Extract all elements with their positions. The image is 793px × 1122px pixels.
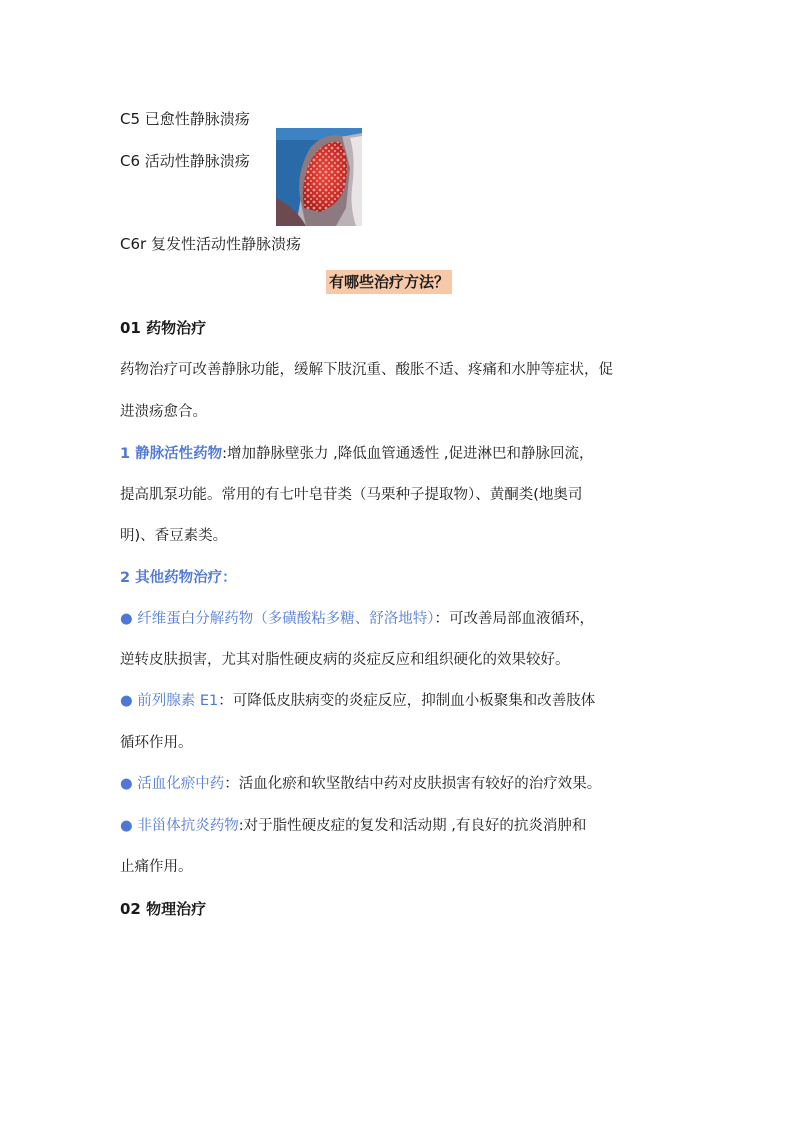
bullet-pge1-line-2: 循环作用。 — [120, 735, 193, 751]
bullet-tcm-label: ● 活血化瘀中药 — [120, 776, 225, 792]
intro-line-1: 药物治疗可改善静脉功能，缓解下肢沉重、酸胀不适、疼痛和水肿等症状，促 — [120, 362, 613, 378]
class-c6: C6 活动性静脉溃疡 — [120, 152, 250, 170]
ulcer-photo — [276, 128, 362, 226]
bullet-fibrinolytic-line-2: 逆转皮肤损害，尤其对脂性硬皮病的炎症反应和组织硬化的效果较好。 — [120, 652, 570, 668]
class-c5: C5 已愈性静脉溃疡 — [120, 110, 250, 128]
bullet-nsaid-line-2: 止痛作用。 — [120, 859, 193, 875]
section-title-wrap — [326, 271, 452, 292]
bullet-nsaid-text-1: :对于脂性硬皮症的复发和活动期 ,有良好的抗炎消肿和 — [238, 818, 587, 834]
bullet-fibrinolytic-label: ● 纤维蛋白分解药物（多磺酸粘多糖、舒洛地特） — [120, 611, 435, 627]
bullet-tcm-text-1: ：活血化瘀和软坚散结中药对皮肤损害有较好的治疗效果。 — [224, 776, 602, 792]
bullet-pge1-text-1: ：可降低皮肤病变的炎症反应，抑制血小板聚集和改善肢体 — [218, 693, 596, 709]
section-title: 有哪些治疗方法？ — [326, 270, 452, 294]
bullet-fibrinolytic-line-1 — [120, 607, 594, 628]
venoactive-line-2: 提高肌泵功能。常用的有七叶皂苷类（马栗种子提取物）、黄酮类(地奥司 — [120, 487, 583, 503]
venoactive-text-1: :增加静脉壁张力 ,降低血管通透性 ,促进淋巴和静脉回流， — [222, 446, 594, 462]
intro-line-2: 进溃疡愈合。 — [120, 404, 207, 420]
ulcer-photo-graphic — [276, 128, 362, 226]
bullet-fibrinolytic-text-1: ：可改善局部血液循环， — [434, 611, 595, 627]
class-c6r: C6r 复发性活动性静脉溃疡 — [120, 235, 301, 253]
venoactive-label: 1 静脉活性药物 — [120, 446, 223, 462]
bullet-pge1-line-1 — [120, 689, 595, 710]
bullet-nsaid-line-1 — [120, 814, 586, 835]
heading-drug-therapy: 01 药物治疗 — [120, 319, 207, 337]
bullet-pge1-label: ● 前列腺素 E1 — [120, 693, 219, 709]
bullet-nsaid-label: ● 非甾体抗炎药物 — [120, 818, 239, 834]
heading-physical-therapy: 02 物理治疗 — [120, 900, 207, 918]
venoactive-paragraph-line-1 — [120, 442, 593, 463]
venoactive-line-3: 明)、香豆素类。 — [120, 528, 228, 544]
other-drugs-label: 2 其他药物治疗： — [120, 570, 237, 586]
bullet-tcm-line-1 — [120, 772, 601, 793]
